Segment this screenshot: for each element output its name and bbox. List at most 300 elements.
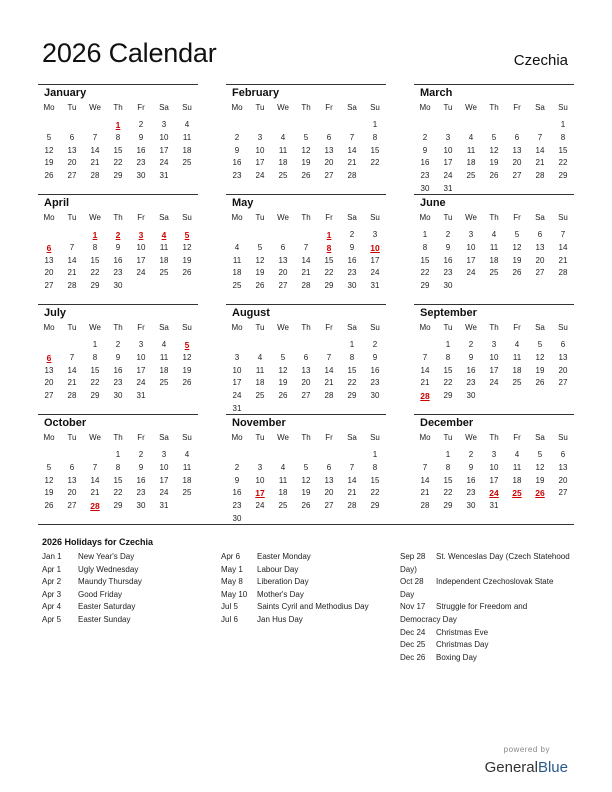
month-name: February — [232, 87, 280, 99]
day-cell: 2 — [349, 230, 355, 239]
weekday-header: Tu — [443, 323, 453, 332]
day-cell: 3 — [491, 450, 497, 459]
holiday-name: Labour Day — [257, 564, 299, 574]
day-cell: 19 — [182, 365, 192, 375]
weekday-header: Tu — [255, 433, 265, 442]
divider — [38, 524, 574, 525]
weekday-header: Su — [558, 103, 568, 112]
day-cell: 16 — [113, 365, 123, 375]
day-cell: 4 — [280, 132, 286, 142]
day-cell: 19 — [489, 158, 499, 168]
holiday-date: May 8 — [221, 577, 243, 587]
day-cell: 20 — [44, 378, 54, 388]
weekday-header: Su — [558, 213, 568, 222]
day-cell: 13 — [278, 255, 288, 265]
day-cell: 20 — [535, 255, 545, 265]
holiday-entry — [42, 565, 212, 578]
day-cell: 13 — [67, 475, 77, 485]
day-cell: 11 — [512, 352, 522, 362]
day-cell: 10 — [136, 242, 146, 252]
day-cell: 27 — [512, 171, 522, 181]
day-cell: 29 — [90, 281, 100, 291]
day-cell: 15 — [90, 255, 100, 265]
day-cell: 26 — [44, 501, 54, 511]
weekday-header: Sa — [347, 103, 357, 112]
day-cell: 22 — [558, 158, 568, 168]
day-cell: 25 — [489, 268, 499, 278]
day-cell: 8 — [349, 352, 355, 362]
day-cell: 31 — [232, 404, 242, 413]
weekday-header: Fr — [137, 103, 145, 112]
day-cell: 6 — [303, 352, 309, 362]
day-cell: 18 — [182, 145, 192, 155]
day-cell: 11 — [512, 462, 522, 472]
day-cell: 18 — [278, 158, 288, 168]
day-cell: 13 — [558, 352, 568, 362]
month-september — [414, 304, 574, 412]
day-cell: 21 — [67, 378, 77, 388]
day-cell: 13 — [558, 462, 568, 472]
holiday-name: New Year's Day — [78, 552, 135, 561]
day-cell: 5 — [46, 462, 52, 472]
day-cell: 8 — [422, 242, 428, 252]
month-name: July — [44, 307, 67, 319]
day-cell: 23 — [113, 378, 123, 388]
day-cell: 21 — [90, 488, 100, 498]
holiday-name: Boxing Day — [436, 652, 477, 662]
day-cell: 22 — [90, 268, 100, 278]
holiday-name: Good Friday — [78, 589, 123, 599]
day-cell: 13 — [512, 145, 522, 155]
day-cell: 10 — [489, 352, 499, 362]
weekday-header: Mo — [231, 433, 243, 442]
weekday-header: Th — [489, 213, 499, 222]
day-cell: 23 — [136, 488, 146, 498]
weekday-header: We — [465, 323, 477, 332]
day-cell: 16 — [136, 145, 146, 155]
day-cell: 14 — [420, 475, 430, 485]
weekday-header: Su — [182, 433, 192, 442]
weekday-header: Su — [558, 433, 568, 442]
day-cell: 30 — [370, 391, 380, 401]
weekday-header: Sa — [347, 213, 357, 222]
day-cell: 1 — [560, 120, 566, 129]
day-cell: 7 — [560, 230, 566, 239]
day-cell: 8 — [115, 132, 121, 142]
day-cell: 4 — [491, 230, 497, 239]
holiday-day-cell: 4 — [161, 230, 167, 240]
holiday-entry — [42, 615, 212, 628]
holiday-day-cell: 24 — [489, 488, 499, 499]
day-cell: 6 — [326, 132, 332, 142]
weekday-header: Th — [489, 433, 499, 442]
day-cell: 26 — [182, 378, 192, 388]
holiday-entry — [221, 615, 391, 628]
day-cell: 9 — [234, 145, 240, 155]
day-cell: 8 — [372, 132, 378, 142]
month-name: April — [44, 197, 70, 209]
day-cell: 9 — [422, 145, 428, 155]
weekday-header: Sa — [535, 323, 545, 332]
day-cell: 6 — [560, 340, 566, 349]
weekday-header: Tu — [67, 433, 77, 442]
day-cell: 28 — [558, 268, 568, 278]
day-cell: 27 — [535, 268, 545, 278]
day-cell: 23 — [113, 268, 123, 278]
day-cell: 1 — [445, 340, 451, 349]
day-cell: 7 — [303, 242, 309, 252]
month-june — [414, 194, 574, 302]
day-cell: 2 — [372, 340, 378, 349]
day-cell: 1 — [349, 340, 355, 349]
weekday-header: Mo — [43, 433, 55, 442]
day-cell: 12 — [44, 475, 54, 485]
day-cell: 4 — [161, 340, 167, 349]
holiday-day-cell: 1 — [115, 120, 121, 130]
weekday-header: Sa — [159, 323, 169, 332]
weekday-header: We — [277, 323, 289, 332]
day-cell: 22 — [113, 488, 123, 498]
day-cell: 9 — [445, 242, 451, 252]
day-cell: 4 — [184, 120, 190, 129]
day-cell: 13 — [44, 255, 54, 265]
weekday-header: Fr — [513, 433, 521, 442]
month-february — [226, 84, 386, 192]
holiday-day-cell: 6 — [46, 352, 52, 363]
day-cell: 14 — [90, 145, 100, 155]
holiday-column — [400, 552, 572, 665]
holiday-entry — [400, 577, 572, 602]
holiday-entry — [400, 552, 572, 577]
day-cell: 30 — [136, 171, 146, 181]
day-cell: 1 — [92, 340, 98, 349]
holiday-entry — [400, 640, 572, 653]
weekday-header: Th — [301, 323, 311, 332]
weekday-header: Tu — [255, 323, 265, 332]
holiday-name: Liberation Day — [257, 577, 309, 587]
day-cell: 8 — [560, 132, 566, 142]
day-cell: 11 — [182, 132, 192, 142]
day-cell: 26 — [535, 378, 545, 388]
day-cell: 15 — [420, 255, 430, 265]
day-cell: 1 — [372, 450, 378, 459]
holiday-name: Easter Sunday — [78, 614, 131, 624]
day-cell: 21 — [535, 158, 545, 168]
month-name: June — [420, 197, 446, 209]
day-cell: 11 — [232, 255, 242, 265]
day-cell: 19 — [535, 365, 545, 375]
day-cell: 26 — [512, 268, 522, 278]
day-cell: 29 — [558, 171, 568, 181]
holiday-name: Jan Hus Day — [257, 614, 303, 624]
day-cell: 22 — [370, 488, 380, 498]
holiday-date: Nov 17 — [400, 602, 426, 612]
holiday-day-cell: 6 — [46, 242, 52, 253]
day-cell: 7 — [92, 462, 98, 472]
day-cell: 27 — [67, 171, 77, 181]
holiday-day-cell: 5 — [184, 340, 190, 350]
weekday-header: We — [277, 103, 289, 112]
weekday-header: Th — [113, 433, 123, 442]
day-cell: 22 — [347, 378, 357, 388]
day-cell: 19 — [512, 255, 522, 265]
day-cell: 16 — [232, 158, 242, 168]
weekday-header: Fr — [325, 213, 333, 222]
day-cell: 2 — [445, 230, 451, 239]
day-cell: 4 — [280, 462, 286, 472]
day-cell: 30 — [443, 281, 453, 291]
holiday-date: Sep 28 — [400, 552, 426, 561]
day-cell: 21 — [347, 158, 357, 168]
day-cell: 24 — [136, 378, 146, 388]
day-cell: 12 — [535, 462, 545, 472]
day-cell: 24 — [159, 488, 169, 498]
day-cell: 20 — [278, 268, 288, 278]
day-cell: 31 — [370, 281, 380, 291]
weekday-header: Fr — [325, 323, 333, 332]
day-cell: 29 — [90, 391, 100, 401]
day-cell: 25 — [278, 171, 288, 181]
day-cell: 24 — [466, 268, 476, 278]
day-cell: 22 — [324, 268, 334, 278]
holiday-date: Jul 6 — [221, 614, 238, 624]
holiday-name: Christmas Day — [436, 640, 489, 650]
holiday-name: Day) — [400, 564, 417, 574]
day-cell: 16 — [466, 365, 476, 375]
day-cell: 2 — [138, 120, 144, 129]
holiday-date: Apr 2 — [42, 577, 62, 587]
day-cell: 10 — [489, 462, 499, 472]
day-cell: 6 — [69, 462, 75, 472]
weekday-header: Fr — [137, 323, 145, 332]
day-cell: 5 — [46, 132, 52, 142]
day-cell: 12 — [301, 475, 311, 485]
weekday-header: Mo — [419, 433, 431, 442]
page-title: 2026 Calendar — [42, 38, 217, 68]
day-cell: 25 — [466, 171, 476, 181]
holiday-entry — [221, 577, 391, 590]
holiday-day-cell: 25 — [512, 488, 522, 499]
weekday-header: Sa — [159, 103, 169, 112]
weekday-header: Th — [489, 323, 499, 332]
day-cell: 8 — [372, 462, 378, 472]
weekday-header: Tu — [443, 103, 453, 112]
day-cell: 12 — [512, 242, 522, 252]
day-cell: 19 — [278, 378, 288, 388]
day-cell: 9 — [234, 475, 240, 485]
month-name: May — [232, 197, 254, 209]
day-cell: 23 — [466, 488, 476, 498]
holiday-entry — [400, 602, 572, 627]
holiday-day-cell: 26 — [535, 488, 545, 499]
day-cell: 7 — [422, 462, 428, 472]
day-cell: 22 — [370, 158, 380, 168]
day-cell: 15 — [347, 365, 357, 375]
month-october — [38, 414, 198, 522]
holiday-day-cell: 2 — [115, 230, 121, 240]
weekday-header: We — [89, 213, 101, 222]
day-cell: 23 — [443, 268, 453, 278]
day-cell: 7 — [326, 352, 332, 362]
holiday-name: Mother's Day — [257, 589, 304, 599]
day-cell: 28 — [347, 501, 357, 511]
weekday-header: Th — [113, 213, 123, 222]
day-cell: 2 — [468, 340, 474, 349]
day-cell: 24 — [489, 378, 499, 388]
day-cell: 27 — [558, 378, 568, 388]
day-cell: 2 — [468, 450, 474, 459]
day-cell: 9 — [138, 462, 144, 472]
day-cell: 18 — [466, 158, 476, 168]
day-cell: 28 — [67, 391, 77, 401]
weekday-header: Su — [370, 103, 380, 112]
day-cell: 11 — [159, 352, 169, 362]
weekday-header: Mo — [43, 103, 55, 112]
day-cell: 26 — [278, 391, 288, 401]
holiday-date: Oct 28 — [400, 577, 424, 587]
day-cell: 20 — [558, 475, 568, 485]
weekday-header: Mo — [43, 213, 55, 222]
day-cell: 31 — [159, 501, 169, 511]
day-cell: 4 — [468, 132, 474, 142]
weekday-header: We — [465, 213, 477, 222]
day-cell: 3 — [257, 132, 263, 142]
holiday-day-cell: 1 — [92, 230, 98, 240]
day-cell: 21 — [347, 488, 357, 498]
day-cell: 17 — [489, 365, 499, 375]
day-cell: 6 — [69, 132, 75, 142]
day-cell: 5 — [303, 462, 309, 472]
day-cell: 14 — [347, 475, 357, 485]
day-cell: 17 — [443, 158, 453, 168]
day-cell: 15 — [324, 255, 334, 265]
day-cell: 4 — [514, 340, 520, 349]
day-cell: 23 — [136, 158, 146, 168]
day-cell: 6 — [280, 242, 286, 252]
day-cell: 16 — [420, 158, 430, 168]
day-cell: 18 — [278, 488, 288, 498]
weekday-header: Su — [182, 103, 192, 112]
day-cell: 27 — [44, 281, 54, 291]
holiday-column — [221, 552, 391, 628]
day-cell: 9 — [468, 352, 474, 362]
day-cell: 22 — [420, 268, 430, 278]
holiday-entry — [400, 653, 572, 666]
day-cell: 10 — [159, 132, 169, 142]
holiday-date: Dec 26 — [400, 652, 426, 662]
weekday-header: Fr — [513, 323, 521, 332]
day-cell: 7 — [349, 462, 355, 472]
day-cell: 31 — [443, 184, 453, 193]
day-cell: 13 — [44, 365, 54, 375]
day-cell: 21 — [90, 158, 100, 168]
holiday-name: Day — [400, 589, 415, 599]
day-cell: 6 — [560, 450, 566, 459]
holiday-date: Apr 3 — [42, 589, 62, 599]
month-march — [414, 84, 574, 192]
day-cell: 25 — [182, 158, 192, 168]
weekday-header: Sa — [159, 213, 169, 222]
day-cell: 19 — [301, 488, 311, 498]
day-cell: 24 — [370, 268, 380, 278]
day-cell: 7 — [349, 132, 355, 142]
holiday-name: Easter Monday — [257, 552, 311, 561]
day-cell: 20 — [67, 158, 77, 168]
day-cell: 6 — [514, 132, 520, 142]
day-cell: 8 — [445, 462, 451, 472]
day-cell: 12 — [278, 365, 288, 375]
day-cell: 24 — [255, 171, 265, 181]
holiday-entry — [42, 552, 212, 565]
weekday-header: Su — [370, 323, 380, 332]
day-cell: 13 — [67, 145, 77, 155]
day-cell: 17 — [136, 365, 146, 375]
day-cell: 26 — [301, 171, 311, 181]
month-december — [414, 414, 574, 522]
holiday-entry — [42, 590, 212, 603]
day-cell: 22 — [443, 488, 453, 498]
day-cell: 10 — [159, 462, 169, 472]
day-cell: 20 — [558, 365, 568, 375]
day-cell: 2 — [234, 132, 240, 142]
day-cell: 17 — [136, 255, 146, 265]
day-cell: 29 — [347, 391, 357, 401]
day-cell: 18 — [232, 268, 242, 278]
day-cell: 10 — [443, 145, 453, 155]
month-august — [226, 304, 386, 412]
day-cell: 4 — [514, 450, 520, 459]
day-cell: 10 — [255, 475, 265, 485]
day-cell: 3 — [234, 352, 240, 362]
weekday-header: Fr — [513, 103, 521, 112]
weekday-header: Sa — [347, 323, 357, 332]
day-cell: 19 — [535, 475, 545, 485]
day-cell: 19 — [301, 158, 311, 168]
day-cell: 20 — [324, 488, 334, 498]
day-cell: 27 — [301, 391, 311, 401]
day-cell: 16 — [443, 255, 453, 265]
holiday-date: Apr 1 — [42, 564, 62, 574]
holiday-name: Maundy Thursday — [78, 577, 142, 587]
day-cell: 25 — [159, 378, 169, 388]
day-cell: 9 — [138, 132, 144, 142]
day-cell: 18 — [182, 475, 192, 485]
day-cell: 24 — [136, 268, 146, 278]
day-cell: 6 — [326, 462, 332, 472]
weekday-header: Su — [182, 213, 192, 222]
day-cell: 27 — [324, 501, 334, 511]
day-cell: 22 — [443, 378, 453, 388]
holiday-name: Independent Czechoslovak State — [436, 577, 554, 587]
country-label: Czechia — [513, 52, 568, 69]
day-cell: 28 — [347, 171, 357, 181]
day-cell: 27 — [44, 391, 54, 401]
holiday-entry — [221, 590, 391, 603]
day-cell: 29 — [370, 501, 380, 511]
day-cell: 12 — [489, 145, 499, 155]
weekday-header: Sa — [535, 433, 545, 442]
day-cell: 13 — [324, 475, 334, 485]
day-cell: 17 — [159, 475, 169, 485]
day-cell: 10 — [136, 352, 146, 362]
day-cell: 3 — [138, 340, 144, 349]
day-cell: 27 — [324, 171, 334, 181]
day-cell: 23 — [466, 378, 476, 388]
day-cell: 20 — [512, 158, 522, 168]
weekday-header: We — [277, 213, 289, 222]
day-cell: 14 — [67, 255, 77, 265]
brand-logo[interactable] — [485, 759, 568, 776]
